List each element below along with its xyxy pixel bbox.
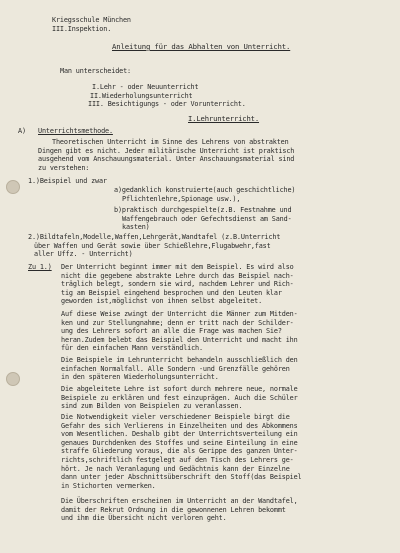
section-heading: I.Lehrunterricht.	[188, 114, 260, 123]
zu-1-paragraph: Die Überschriften erscheinen im Unterricht an der Wandtafel, damit der Rekrut Ordnung in die gewonnenen Lehren bekommt und ihm die Übersicht nicht verloren geht.	[61, 497, 298, 523]
item-1b: b)praktisch durchgespielte(z.B. Festnahme und Waffengebrauch oder Gefechtsdienst am Sand- kasten)	[114, 206, 292, 232]
instruction-types	[88, 83, 246, 109]
item-1a: a)gedanklich konstruierte(auch geschichtliche) Pflichtenlehre,Spionage usw.),	[114, 186, 296, 203]
type-item: II.Wiederholungsunterricht	[90, 91, 193, 100]
zu-1-label: Zu 1.)	[28, 263, 52, 271]
zu-1-paragraph: Der Unterricht beginnt immer mit dem Beispiel. Es wird also nicht die gegebene abstrakte Lehre durch das Beispiel nach- träglich belegt, sondern sie wird, nachdem Lehrer und Rich- tig am Beispiel eingehend besprochen und den Leuten klar geworden ist,möglichst von ihnen selbst abgeleitet.	[61, 263, 294, 306]
zu-1-paragraph: Die Beispiele im Lehrunterricht behandeln ausschließlich den einfachen Normalfall. Alle Sondern -und Grenzfälle gehören in den späteren Wiederholungsunterricht.	[61, 356, 298, 382]
zu-1-paragraph: Die Notwendigkeit vieler verschiedener Beispiele birgt die Gefahr des sich Verlierens in Einzelheiten und des Abkommens vom Wesentlichen. Deshalb gibt der Unterrichtsverteilung ein genaues Durchdenken des Stoffes und seine Einteilung in eine straffe Gliederung voraus, die als Gerippe des ganzen Unter- richts,schriftlich festgelegt auf den Tisch des Lehrers ge- hört. Je nach Veranlagung und Gedächtnis kann der Einzelne dann unter jeder Abschnittsüberschrift den Stoff(das Beispiel in Stichorten vermerken.	[61, 413, 302, 490]
type-item: III. Besichtigungs - oder Vorunterricht.	[88, 100, 246, 109]
intro-line: Man unterscheidet:	[60, 67, 131, 75]
school-name: Kriegsschule München	[52, 16, 131, 24]
punch-hole	[6, 180, 20, 194]
zu-1-paragraph: Die abgeleitete Lehre ist sofort durch mehrere neue, normale Beispiele zu erklären und fest einzuprägen. Auch die Schüler sind zum Bilden von Beispielen zu veranlassen.	[61, 385, 298, 411]
subsection-title: Unterrichtsmethode.	[38, 127, 113, 135]
item-2: 2.)Bildtafeln,Modelle,Waffen,Lehrgerät,Wandtafel (z.B.Unterricht über Waffen und Gerät sowie über Schießlehre,Flugabwehr,fast aller Uffz. - Unterricht)	[28, 233, 281, 259]
type-item: I.Lehr - oder Neuunterricht	[92, 83, 199, 91]
inspection-name: III.Inspektion.	[52, 25, 112, 33]
theory-paragraph: Theoretischen Unterricht im Sinne des Lehrens von abstrakten Dingen gibt es nicht. Jeder militärische Unterricht ist praktisch ausgehend vom Anschauungsmaterial. Unter Anschauungsmaterial sind zu verstehen:	[38, 138, 295, 172]
document-title: Anleitung für das Abhalten von Unterricht.	[112, 42, 291, 51]
item-1-label: 1.)Beispiel und zwar	[28, 177, 107, 185]
punch-hole	[6, 372, 20, 386]
zu-1-paragraph: Auf diese Weise zwingt der Unterricht die Männer zum Mitden- ken und zur Stellungnahme; denn er tritt nach der Schilder- ung des Lehrers sofort an alle die Frage was machen Sie? heran.Zudem belebt das Beispiel den Unterricht und macht ihn für den einfachen Mann verständlich.	[61, 310, 298, 353]
subsection-label: A)	[18, 127, 26, 135]
